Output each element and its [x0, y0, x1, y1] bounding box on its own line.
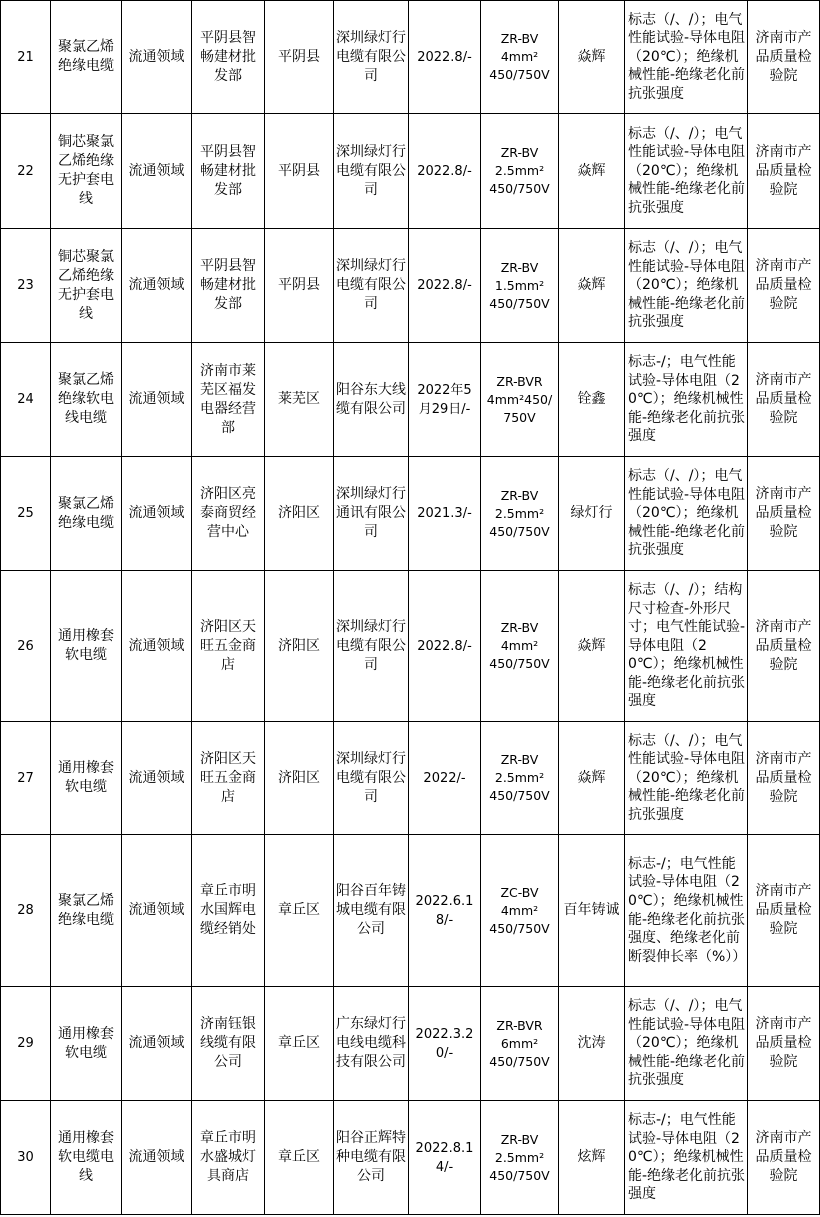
brand: 沈涛	[559, 987, 625, 1101]
manufacturer: 深圳绿灯行电缆有限公司	[334, 114, 409, 229]
product-name: 通用橡套软电缆	[51, 722, 122, 835]
failed-items: 标志-/；电气性能试验-导体电阻（20℃）；绝缘机械性能-绝缘老化前抗张强度、绝缘老化前断裂伸长率（%））	[625, 835, 748, 987]
table-row	[1, 343, 820, 457]
seller-name: 济南市莱芜区福发电器经营部	[192, 343, 265, 457]
manufacturer: 深圳绿灯行电缆有限公司	[334, 229, 409, 343]
spec-line-size: 4mm²	[500, 49, 539, 64]
spec-line-model: ZR-BV	[500, 1131, 539, 1147]
district: 济阳区	[265, 722, 334, 835]
spec-line-size: 4mm²	[500, 902, 539, 918]
seller-name: 平阴县智畅建材批发部	[192, 229, 265, 343]
district: 莱芜区	[265, 343, 334, 457]
product-name: 铜芯聚氯乙烯绝缘无护套电线	[51, 114, 122, 229]
spec-line-model: ZR-BVR	[496, 1017, 543, 1033]
brand: 铨鑫	[559, 343, 625, 457]
manufacturer: 深圳绿灯行电缆有限公司	[334, 722, 409, 835]
brand: 绿灯行	[559, 457, 625, 571]
spec-line-model: ZR-BV	[500, 752, 539, 767]
inspection-agency: 济南市产品质量检验院	[748, 987, 820, 1101]
sampling-domain: 流通领域	[122, 722, 192, 835]
product-name: 聚氯乙烯绝缘电缆	[51, 457, 122, 571]
district: 章丘区	[265, 835, 334, 987]
row-number: 28	[1, 835, 51, 987]
production-date: 2022.8/-	[409, 571, 481, 722]
brand: 焱辉	[559, 229, 625, 343]
spec-line-size: 6mm²	[500, 1035, 539, 1051]
spec-line-voltage: 450/750V	[489, 1167, 550, 1183]
table-row	[1, 987, 820, 1101]
table-row	[1, 835, 820, 987]
inspection-agency: 济南市产品质量检验院	[748, 1, 820, 114]
row-number: 25	[1, 457, 51, 571]
row-number: 22	[1, 114, 51, 229]
spec-line-voltage: 450/750V	[489, 788, 550, 803]
row-number: 27	[1, 722, 51, 835]
product-name: 聚氯乙烯绝缘软电线电缆	[51, 343, 122, 457]
row-number: 30	[1, 1101, 51, 1215]
spec-line-voltage: 450/750V	[489, 295, 550, 311]
failed-items: 标志（/、/）；结构尺寸检查-外形尺寸；电气性能试验-导体电阻（20℃）；绝缘机械性能-绝缘老化前抗张强度	[625, 571, 748, 722]
manufacturer: 广东绿灯行电线电缆科技有限公司	[334, 987, 409, 1101]
spec-line-model: ZR-BV	[500, 31, 539, 46]
product-name: 通用橡套软电缆电线	[51, 1101, 122, 1215]
production-date: 2022.6.18/-	[409, 835, 481, 987]
sampling-domain: 流通领域	[122, 835, 192, 987]
failed-items: 标志（/、/）；电气性能试验-导体电阻（20℃）；绝缘机械性能-绝缘老化前抗张强度	[625, 229, 748, 343]
product-name: 通用橡套软电缆	[51, 571, 122, 722]
brand: 焱辉	[559, 571, 625, 722]
sampling-domain: 流通领域	[122, 229, 192, 343]
spec-line-model: ZR-BV	[500, 487, 539, 503]
seller-name: 济阳区亮泰商贸经营中心	[192, 457, 265, 571]
brand: 百年铸诚	[559, 835, 625, 987]
spec-line-voltage: 750V	[503, 409, 536, 425]
specification	[481, 571, 559, 722]
inspection-agency: 济南市产品质量检验院	[748, 835, 820, 987]
spec-line-voltage: 450/750V	[489, 67, 550, 82]
seller-name: 济南钰银线缆有限公司	[192, 987, 265, 1101]
seller-name: 章丘市明水盛城灯具商店	[192, 1101, 265, 1215]
inspection-agency: 济南市产品质量检验院	[748, 1101, 820, 1215]
inspection-agency: 济南市产品质量检验院	[748, 343, 820, 457]
spec-line-model: ZR-BV	[500, 620, 539, 635]
inspection-agency: 济南市产品质量检验院	[748, 571, 820, 722]
failed-items: 标志-/；电气性能试验-导体电阻（20℃）；绝缘机械性能-绝缘老化前抗张强度	[625, 1101, 748, 1215]
specification	[481, 835, 559, 987]
production-date: 2022.3.20/-	[409, 987, 481, 1101]
sampling-domain: 流通领域	[122, 987, 192, 1101]
specification	[481, 114, 559, 229]
seller-name: 章丘市明水国辉电缆经销处	[192, 835, 265, 987]
brand: 炫辉	[559, 1101, 625, 1215]
failed-items: 标志（/、/）；电气性能试验-导体电阻（20℃）；绝缘机械性能-绝缘老化前抗张强度	[625, 722, 748, 835]
seller-name: 平阴县智畅建材批发部	[192, 1, 265, 114]
production-date: 2022/-	[409, 722, 481, 835]
brand: 焱辉	[559, 1, 625, 114]
district: 章丘区	[265, 1101, 334, 1215]
table-row	[1, 114, 820, 229]
row-number: 21	[1, 1, 51, 114]
seller-name: 平阴县智畅建材批发部	[192, 114, 265, 229]
spec-line-size: 2.5mm²	[494, 770, 545, 785]
spec-line-voltage: 450/750V	[489, 181, 550, 196]
manufacturer: 深圳绿灯行通讯有限公司	[334, 457, 409, 571]
production-date: 2022.8/-	[409, 1, 481, 114]
brand: 焱辉	[559, 722, 625, 835]
spec-line-model: ZC-BV	[500, 884, 539, 900]
sampling-domain: 流通领域	[122, 1101, 192, 1215]
inspection-agency: 济南市产品质量检验院	[748, 229, 820, 343]
specification	[481, 722, 559, 835]
production-date: 2022.8.14/-	[409, 1101, 481, 1215]
specification	[481, 229, 559, 343]
specification	[481, 1, 559, 114]
row-number: 29	[1, 987, 51, 1101]
table-row	[1, 229, 820, 343]
production-date: 2022.8/-	[409, 229, 481, 343]
failed-items: 标志（/、/）；电气性能试验-导体电阻（20℃）；绝缘机械性能-绝缘老化前抗张强度	[625, 114, 748, 229]
spec-line-size: 2.5mm²	[494, 163, 545, 178]
manufacturer: 深圳绿灯行电缆有限公司	[334, 571, 409, 722]
spec-line-voltage: 450/750V	[489, 523, 550, 539]
sampling-domain: 流通领域	[122, 343, 192, 457]
specification	[481, 457, 559, 571]
failed-items: 标志（/、/）；电气性能试验-导体电阻（20℃）；绝缘机械性能-绝缘老化前抗张强度	[625, 457, 748, 571]
spec-line-voltage: 450/750V	[489, 920, 550, 936]
production-date: 2021.3/-	[409, 457, 481, 571]
table-row	[1, 457, 820, 571]
table-row	[1, 571, 820, 722]
spec-line-model: ZR-BV	[500, 259, 539, 275]
inspection-agency: 济南市产品质量检验院	[748, 114, 820, 229]
spec-line-model: ZR-BVR	[496, 373, 543, 389]
district: 平阴县	[265, 114, 334, 229]
sampling-domain: 流通领域	[122, 457, 192, 571]
row-number: 26	[1, 571, 51, 722]
district: 平阴县	[265, 1, 334, 114]
spec-line-size: 2.5mm²	[494, 1149, 545, 1165]
failed-items: 标志-/；电气性能试验-导体电阻（20℃）；绝缘机械性能-绝缘老化前抗张强度	[625, 343, 748, 457]
spec-line-size: 1.5mm²	[494, 277, 545, 293]
product-name: 通用橡套软电缆	[51, 987, 122, 1101]
manufacturer: 阳谷百年铸城电缆有限公司	[334, 835, 409, 987]
sampling-domain: 流通领域	[122, 571, 192, 722]
table-row	[1, 722, 820, 835]
manufacturer: 深圳绿灯行电缆有限公司	[334, 1, 409, 114]
row-number: 24	[1, 343, 51, 457]
manufacturer: 阳谷正辉特种电缆有限公司	[334, 1101, 409, 1215]
specification	[481, 987, 559, 1101]
production-date: 2022年5月29日/-	[409, 343, 481, 457]
spec-line-size: 4mm²	[500, 638, 539, 653]
table-row	[1, 1, 820, 114]
table-body	[1, 1, 820, 1215]
spec-line-model: ZR-BV	[500, 145, 539, 160]
spec-line-voltage: 450/750V	[489, 1053, 550, 1069]
production-date: 2022.8/-	[409, 114, 481, 229]
row-number: 23	[1, 229, 51, 343]
specification	[481, 343, 559, 457]
seller-name: 济阳区天旺五金商店	[192, 571, 265, 722]
product-name: 聚氯乙烯绝缘电缆	[51, 1, 122, 114]
district: 平阴县	[265, 229, 334, 343]
product-name: 铜芯聚氯乙烯绝缘无护套电线	[51, 229, 122, 343]
failed-items: 标志（/、/）；电气性能试验-导体电阻（20℃）；绝缘机械性能-绝缘老化前抗张强度	[625, 1, 748, 114]
spec-line-size: 2.5mm²	[494, 505, 545, 521]
seller-name: 济阳区天旺五金商店	[192, 722, 265, 835]
specification	[481, 1101, 559, 1215]
district: 章丘区	[265, 987, 334, 1101]
sampling-domain: 流通领域	[122, 1, 192, 114]
table-row	[1, 1101, 820, 1215]
brand: 焱辉	[559, 114, 625, 229]
failed-items: 标志（/、/）；电气性能试验-导体电阻（20℃）；绝缘机械性能-绝缘老化前抗张强度	[625, 987, 748, 1101]
product-name: 聚氯乙烯绝缘电缆	[51, 835, 122, 987]
district: 济阳区	[265, 571, 334, 722]
inspection-agency: 济南市产品质量检验院	[748, 457, 820, 571]
sampling-domain: 流通领域	[122, 114, 192, 229]
spec-line-voltage: 450/750V	[489, 656, 550, 671]
manufacturer: 阳谷东大线缆有限公司	[334, 343, 409, 457]
inspection-agency: 济南市产品质量检验院	[748, 722, 820, 835]
district: 济阳区	[265, 457, 334, 571]
spec-line-size: 4mm²450/	[486, 391, 553, 407]
